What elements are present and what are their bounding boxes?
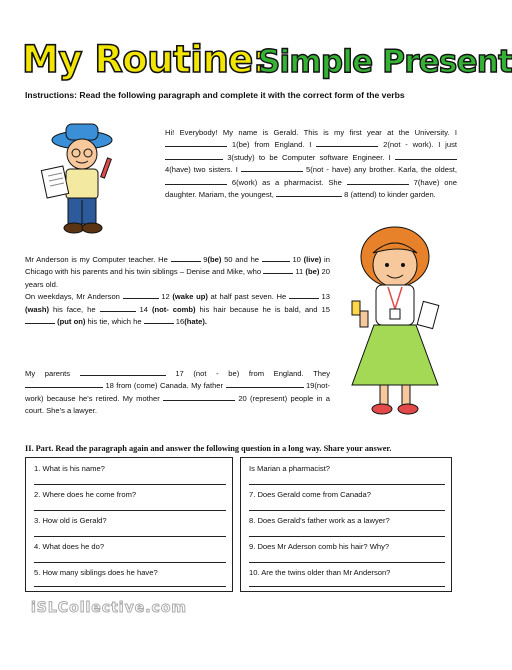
blank-8[interactable]	[276, 189, 342, 197]
blank-13[interactable]	[289, 291, 319, 299]
blank-5[interactable]	[241, 164, 303, 172]
answer-line-1[interactable]	[34, 484, 226, 485]
instructions: Instructions: Read the following paragraph and complete it with the correct form of the verbs	[25, 90, 405, 100]
answer-line-5[interactable]	[34, 586, 226, 587]
answer-line-7[interactable]	[249, 510, 445, 511]
blank-3[interactable]	[165, 152, 223, 160]
question-6: Is Marian a pharmacist?	[249, 464, 331, 473]
question-4: 4. What does he do?	[34, 542, 105, 551]
question-7: 7. Does Gerald come from Canada?	[249, 490, 371, 499]
paragraph-anderson: Mr Anderson is my Computer teacher. He 9(be) 50 and he 10 (live) in Chicago with his parents and his twin siblings – Denise and Mike, who 11 (be) 20 years old. On weekdays, Mr Anderson 12 (wake up) at half past seven. He 13 (wash) his face, he 14 (not- comb) his hair because he is bald, and 15 (put on) his tie, which he 16(hate).	[25, 255, 330, 327]
blank-12[interactable]	[123, 291, 159, 299]
blank-11[interactable]	[263, 266, 293, 274]
answer-line-8[interactable]	[249, 536, 445, 537]
answer-line-3[interactable]	[34, 536, 226, 537]
answer-line-6[interactable]	[249, 484, 445, 485]
title-part2: Simple Present	[258, 44, 512, 80]
blank-14[interactable]	[100, 304, 136, 312]
question-10: 10. Are the twins older than Mr Anderson?	[249, 568, 391, 577]
blank-7[interactable]	[347, 177, 409, 185]
blank-10[interactable]	[262, 254, 290, 262]
blank-9[interactable]	[171, 254, 201, 262]
blank-16[interactable]	[144, 316, 174, 324]
answer-line-2[interactable]	[34, 510, 226, 511]
pharmacist-girl-illustration	[340, 225, 450, 425]
blank-20[interactable]	[163, 393, 235, 401]
student-boy-illustration	[30, 118, 130, 236]
question-8: 8. Does Gerald's father work as a lawyer?	[249, 516, 390, 525]
question-9: 9. Does Mr Aderson comb his hair? Why?	[249, 542, 390, 551]
questions-right-box	[240, 457, 452, 592]
paragraph-parents: My parents 17 (not - be) from England. They 18 from (come) Canada. My father 19(not-work) because he's retired. My mother 20 (represent) people in a court. She's a lawyer.	[25, 369, 330, 416]
title-part1: My Routine:	[22, 38, 268, 81]
blank-15[interactable]	[25, 316, 55, 324]
part2-heading: II. Part. Read the paragraph again and answer the following question in a long way. Share your answer.	[25, 444, 392, 453]
question-5: 5. How many siblings does he have?	[34, 568, 158, 577]
blank-4[interactable]	[395, 152, 457, 160]
paragraph-gerald: Hi! Everybody! My name is Gerald. This is my first year at the University. I 1(be) from England. I 2(not - work). I just 3(study) to be Computer software Engineer. I 4(have) two sisters. I 5(not - have) any brother. Karla, the oldest, 6(work) as a pharmacist. She 7(have) one daughter. Mariam, the youngest, 8 (attend) to kinder garden.	[165, 128, 457, 200]
blank-1[interactable]	[165, 139, 227, 147]
question-2: 2. Where does he come from?	[34, 490, 137, 499]
questions-left-box	[25, 457, 233, 592]
answer-line-4[interactable]	[34, 562, 226, 563]
question-3: 3. How old is Gerald?	[34, 516, 107, 525]
answer-line-9[interactable]	[249, 562, 445, 563]
answer-line-10[interactable]	[249, 586, 445, 587]
question-1: 1. What is his name?	[34, 464, 105, 473]
blank-19[interactable]	[226, 380, 304, 388]
site-watermark: iSLCollective.com	[31, 600, 188, 616]
blank-18[interactable]	[25, 380, 103, 388]
blank-2[interactable]	[316, 139, 378, 147]
blank-6[interactable]	[165, 177, 227, 185]
blank-17[interactable]	[80, 368, 166, 376]
worksheet-title	[22, 34, 512, 84]
